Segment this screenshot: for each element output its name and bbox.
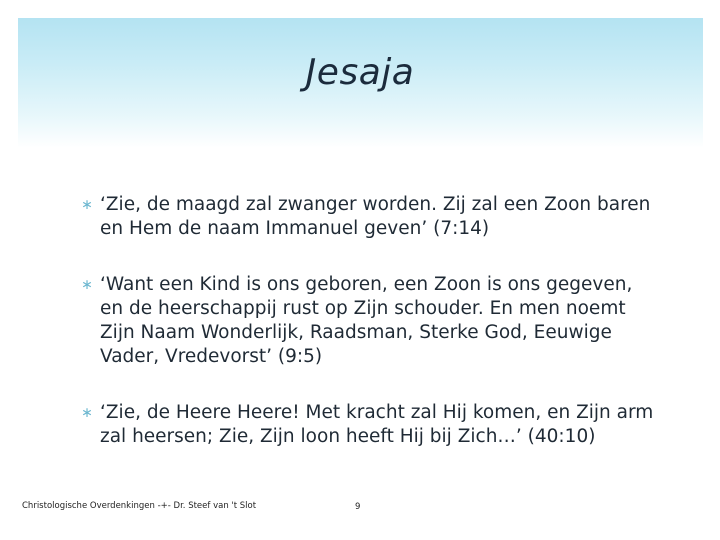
bullet-text: ‘Zie, de Heere Heere! Met kracht zal Hij komen, en Zijn arm zal heersen; Zie, Zijn loon heeft Hij bij Zich…’ (40:10): [100, 402, 654, 447]
asterisk-icon: ∗: [81, 277, 93, 293]
asterisk-icon: ∗: [81, 405, 93, 421]
bullet-text: ‘Want een Kind is ons geboren, een Zoon is ons gegeven, en de heerschappij rust op Zijn schouder. En men noemt Zijn Naam Wonderlijk, Raadsman, Sterke God, Eeuwige Vader, Vredevorst’ (9:5): [100, 274, 633, 367]
slide-title: Jesaja: [305, 52, 415, 93]
asterisk-icon: ∗: [81, 197, 93, 213]
page-number: 9: [355, 502, 361, 512]
bullet-item: [80, 273, 660, 369]
footer-text: Christologische Overdenkingen -+- Dr. Steef van 't Slot: [22, 501, 257, 511]
bullet-text: ‘Zie, de maagd zal zwanger worden. Zij zal een Zoon baren en Hem de naam Immanuel geven’ (7:14): [100, 194, 651, 239]
bullet-item: [80, 401, 660, 449]
bullet-item: [80, 193, 660, 241]
